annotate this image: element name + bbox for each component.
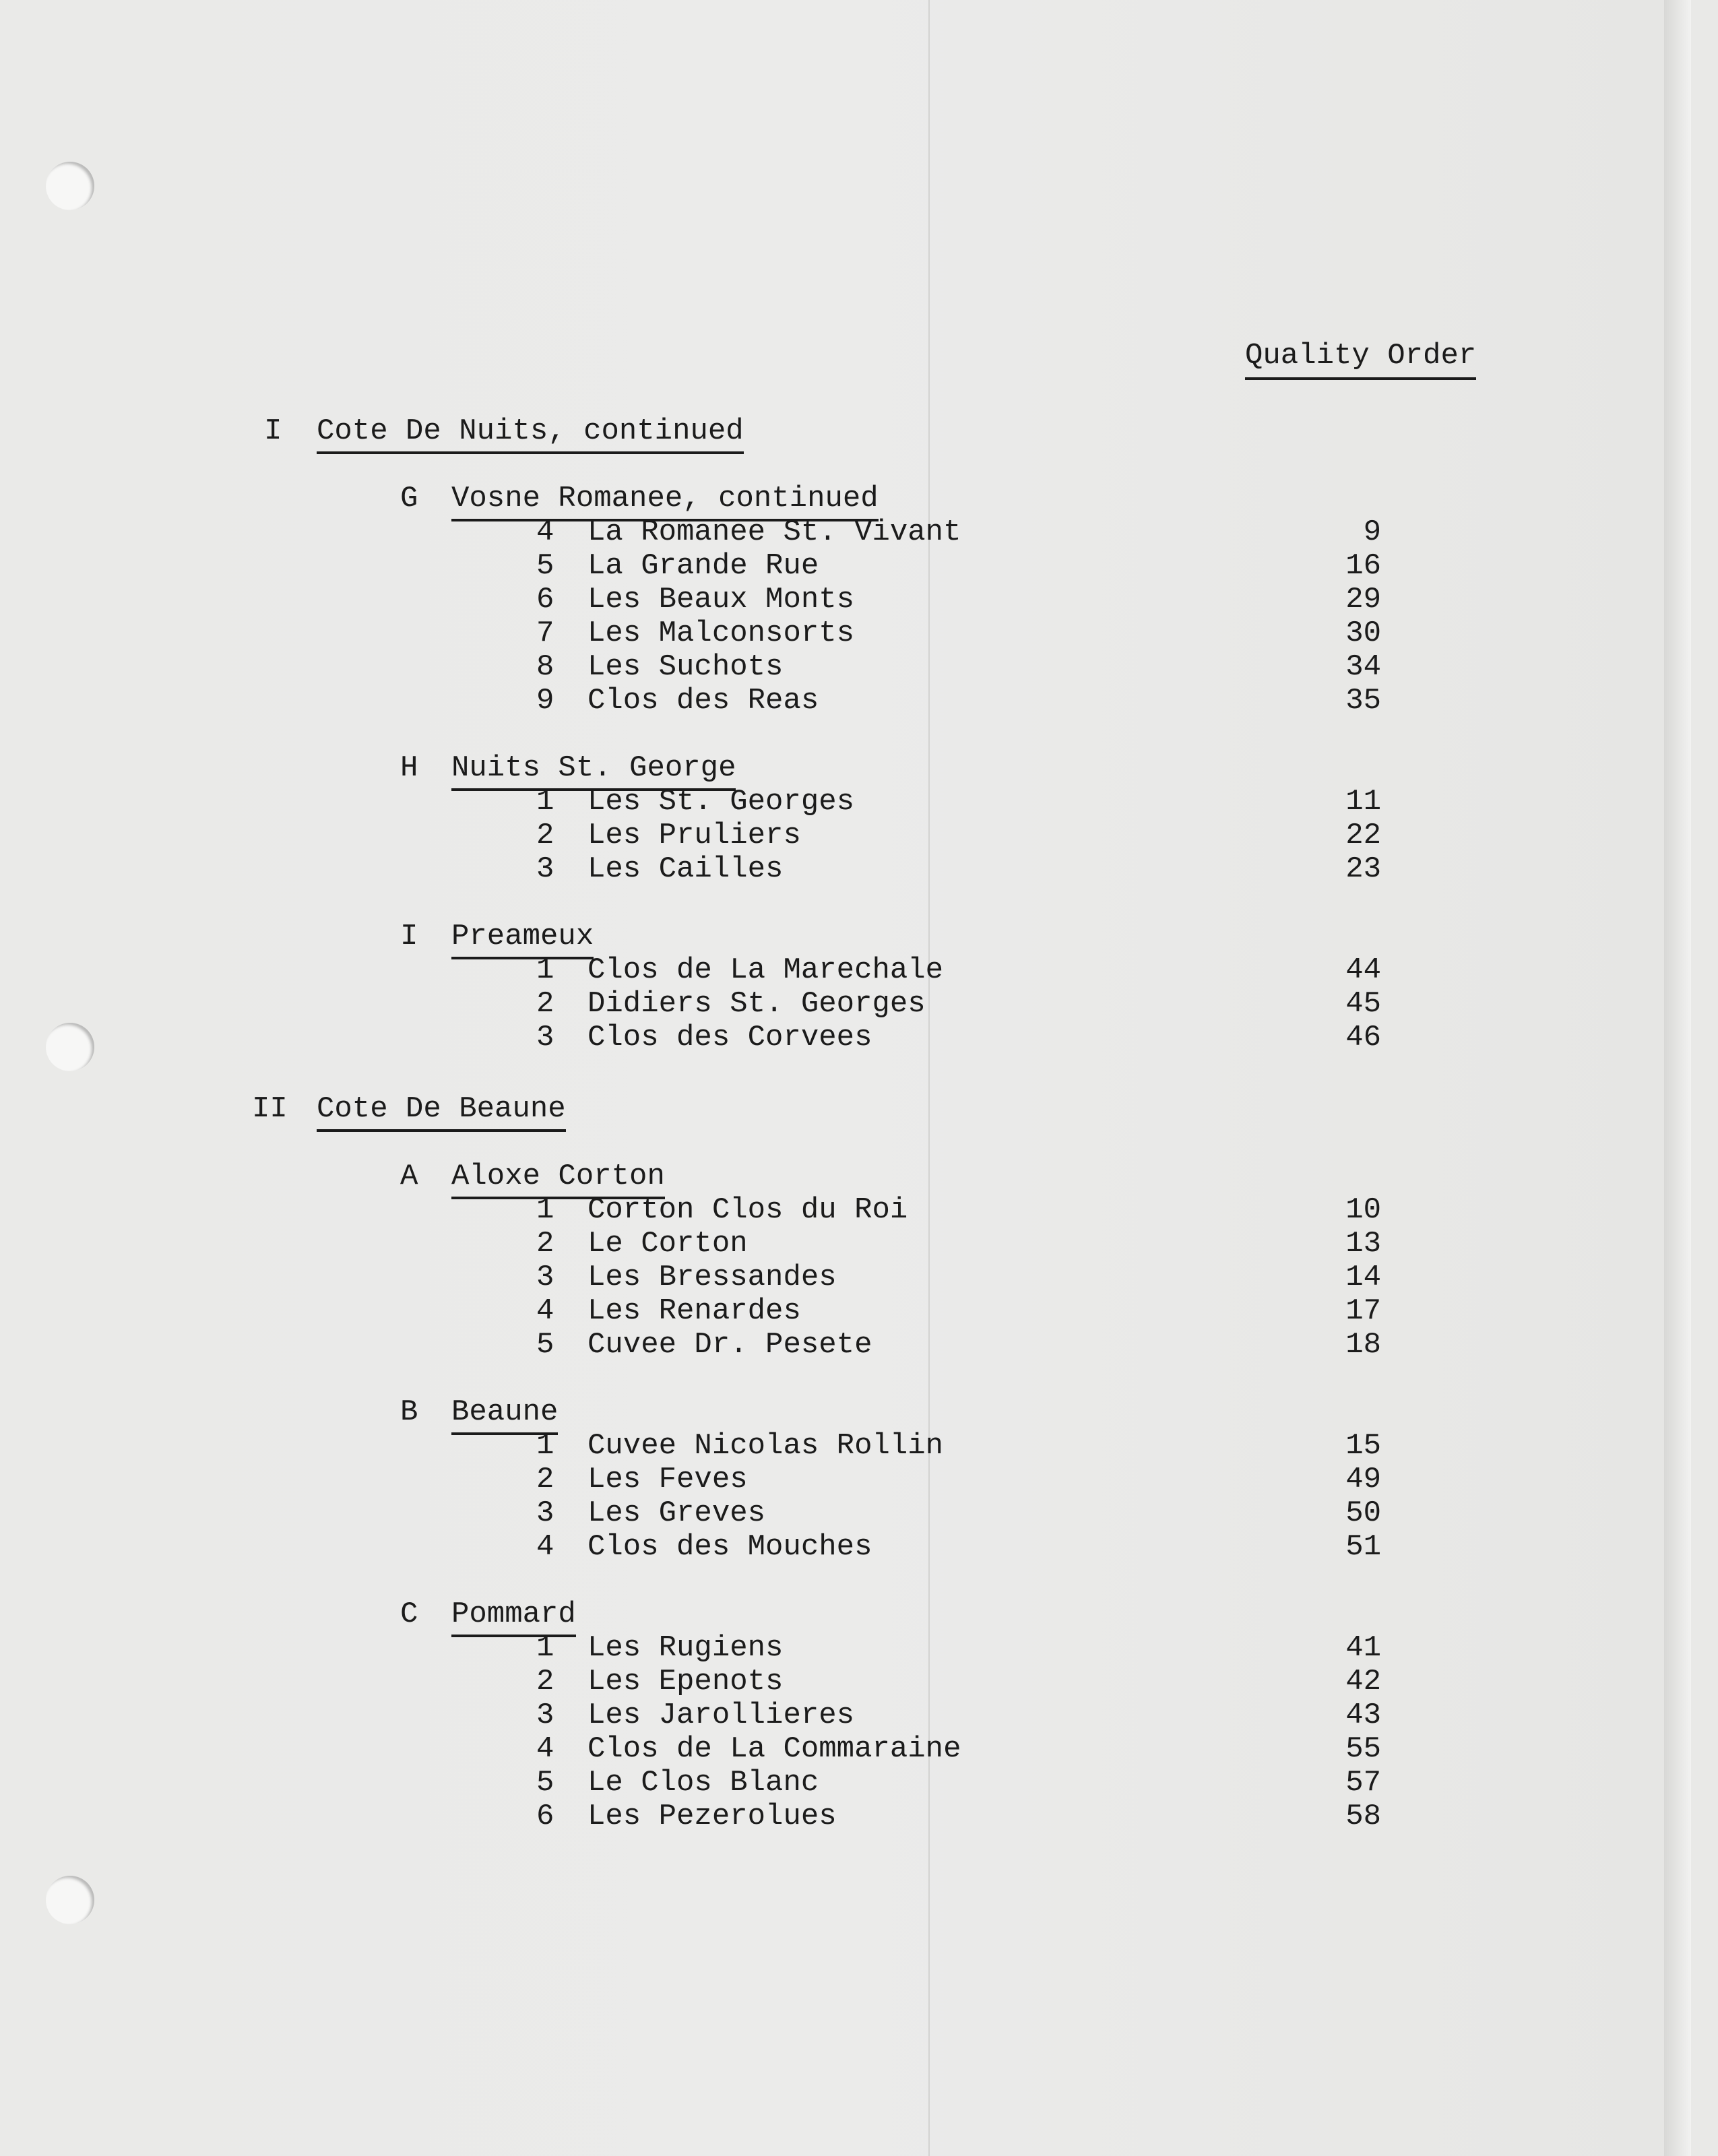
item-name: Les St. Georges	[587, 785, 855, 819]
item-number: 5	[536, 1766, 554, 1800]
quality-rank: 57	[1345, 1766, 1381, 1800]
item-name: Les Jarollieres	[587, 1699, 855, 1732]
quality-rank: 34	[1345, 650, 1381, 684]
item-number: 1	[536, 1193, 554, 1227]
item-name: Corton Clos du Roi	[587, 1193, 908, 1227]
item-name: Le Clos Blanc	[587, 1766, 819, 1800]
item-number: 5	[536, 1328, 554, 1362]
quality-rank: 41	[1345, 1631, 1381, 1665]
item-name: Clos des Mouches	[587, 1530, 872, 1564]
quality-rank: 51	[1345, 1530, 1381, 1564]
group-letter: A	[400, 1160, 418, 1193]
section-title: Cote De Beaune	[317, 1090, 566, 1132]
item-number: 4	[536, 1294, 554, 1328]
item-number: 4	[536, 515, 554, 549]
item-number: 6	[536, 583, 554, 616]
quality-rank: 14	[1345, 1261, 1381, 1294]
quality-rank: 58	[1345, 1800, 1381, 1833]
item-name: Les Beaux Monts	[587, 583, 855, 616]
group-title: Beaune	[451, 1393, 558, 1435]
quality-rank: 29	[1345, 583, 1381, 616]
quality-rank: 10	[1345, 1193, 1381, 1227]
quality-rank: 11	[1345, 785, 1381, 819]
quality-rank: 22	[1345, 819, 1381, 852]
item-name: Les Cailles	[587, 852, 784, 886]
quality-rank: 44	[1345, 953, 1381, 987]
item-name: Les Suchots	[587, 650, 784, 684]
quality-rank: 30	[1345, 616, 1381, 650]
item-name: Les Bressandes	[587, 1261, 837, 1294]
group-title: Aloxe Corton	[451, 1158, 665, 1199]
quality-order-header: Quality Order	[1245, 337, 1476, 380]
quality-rank: 55	[1345, 1732, 1381, 1766]
quality-rank: 13	[1345, 1227, 1381, 1261]
item-name: Cuvee Dr. Pesete	[587, 1328, 872, 1362]
item-name: Les Epenots	[587, 1665, 784, 1699]
item-number: 4	[536, 1732, 554, 1766]
group-title: Pommard	[451, 1595, 576, 1637]
item-number: 2	[536, 1463, 554, 1496]
item-name: Les Malconsorts	[587, 616, 855, 650]
group-title: Preameux	[451, 918, 594, 959]
item-name: Les Rugiens	[587, 1631, 784, 1665]
item-number: 9	[536, 684, 554, 718]
quality-rank: 9	[1363, 515, 1381, 549]
quality-rank: 46	[1345, 1021, 1381, 1054]
item-number: 2	[536, 987, 554, 1021]
item-number: 1	[536, 1429, 554, 1463]
binder-hole-icon	[46, 1876, 94, 1924]
quality-rank: 23	[1345, 852, 1381, 886]
group-letter: C	[400, 1597, 418, 1631]
item-number: 7	[536, 616, 554, 650]
item-name: Les Feves	[587, 1463, 748, 1496]
section-numeral: II	[252, 1092, 288, 1126]
item-name: Clos de La Commaraine	[587, 1732, 961, 1766]
page-fold-line	[928, 0, 930, 2156]
group-letter: G	[400, 482, 418, 515]
item-name: La Grande Rue	[587, 549, 819, 583]
quality-rank: 18	[1345, 1328, 1381, 1362]
item-name: Les Renardes	[587, 1294, 801, 1328]
quality-rank: 49	[1345, 1463, 1381, 1496]
item-name: Le Corton	[587, 1227, 748, 1261]
item-name: Les Pezerolues	[587, 1800, 837, 1833]
group-letter: I	[400, 920, 418, 953]
quality-rank: 17	[1345, 1294, 1381, 1328]
quality-rank: 16	[1345, 549, 1381, 583]
group-letter: B	[400, 1395, 418, 1429]
item-number: 4	[536, 1530, 554, 1564]
item-number: 2	[536, 819, 554, 852]
section-numeral: I	[264, 414, 282, 448]
item-number: 1	[536, 785, 554, 819]
item-number: 2	[536, 1227, 554, 1261]
quality-rank: 15	[1345, 1429, 1381, 1463]
group-title: Nuits St. George	[451, 749, 736, 791]
item-name: Les Pruliers	[587, 819, 801, 852]
item-number: 3	[536, 1021, 554, 1054]
section-title: Cote De Nuits, continued	[317, 412, 744, 454]
item-name: La Romanee St. Vivant	[587, 515, 961, 549]
item-number: 3	[536, 852, 554, 886]
item-number: 3	[536, 1496, 554, 1530]
item-number: 3	[536, 1261, 554, 1294]
item-number: 6	[536, 1800, 554, 1833]
item-name: Les Greves	[587, 1496, 766, 1530]
item-name: Didiers St. Georges	[587, 987, 926, 1021]
item-name: Clos des Reas	[587, 684, 819, 718]
item-number: 1	[536, 1631, 554, 1665]
item-number: 1	[536, 953, 554, 987]
quality-rank: 42	[1345, 1665, 1381, 1699]
quality-rank: 45	[1345, 987, 1381, 1021]
page-edge	[1664, 0, 1691, 2156]
item-name: Clos de La Marechale	[587, 953, 944, 987]
quality-rank: 50	[1345, 1496, 1381, 1530]
quality-rank: 43	[1345, 1699, 1381, 1732]
group-title: Vosne Romanee, continued	[451, 480, 879, 521]
quality-rank: 35	[1345, 684, 1381, 718]
group-letter: H	[400, 751, 418, 785]
item-number: 5	[536, 549, 554, 583]
item-name: Cuvee Nicolas Rollin	[587, 1429, 944, 1463]
item-name: Clos des Corvees	[587, 1021, 872, 1054]
binder-hole-icon	[46, 162, 94, 210]
item-number: 3	[536, 1699, 554, 1732]
item-number: 8	[536, 650, 554, 684]
binder-hole-icon	[46, 1023, 94, 1071]
item-number: 2	[536, 1665, 554, 1699]
